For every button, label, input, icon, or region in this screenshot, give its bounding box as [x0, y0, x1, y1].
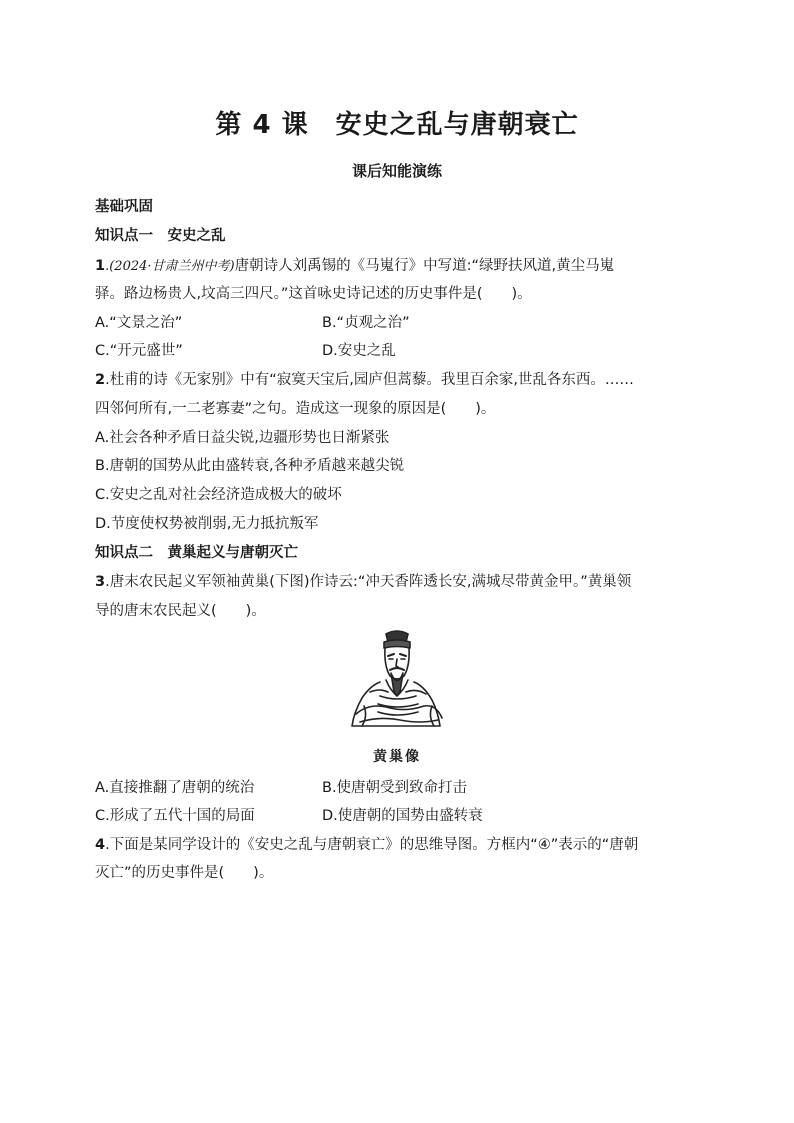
question-1-source: .(2024·甘肃兰州中考) — [105, 259, 235, 274]
question-2-number: 2 — [95, 372, 106, 388]
question-1-option-c: C.“开元盛世” — [95, 343, 183, 359]
question-2-line-1 — [95, 370, 634, 390]
lesson-title: 第 4 课 安史之乱与唐朝衰亡 — [215, 110, 579, 140]
question-2-option-c: C.安史之乱对社会经济造成极大的破坏 — [95, 487, 342, 503]
knowledge-point-2: 知识点二 黄巢起义与唐朝灭亡 — [95, 545, 298, 561]
question-2-option-d: D.节度使权势被削弱,无力抵抗叛军 — [95, 516, 319, 532]
question-3-option-c: C.形成了五代十国的局面 — [95, 808, 255, 824]
question-3-option-b: B.使唐朝受到致命打击 — [322, 780, 468, 796]
portrait-caption: 黄巢像 — [373, 749, 421, 765]
question-4-line-1 — [95, 835, 638, 855]
question-2-option-a: A.社会各种矛盾日益尖锐,边疆形势也日渐紧张 — [95, 430, 390, 446]
question-3-text-1: .唐末农民起义军领袖黄巢(下图)作诗云:“冲天香阵透长安,满城尽带黄金甲。”黄巢领 — [105, 574, 632, 590]
question-3-line-2: 导的唐末农民起义( )。 — [95, 603, 266, 619]
question-1-text-1: 唐朝诗人刘禹锡的《马嵬行》中写道:“绿野扶风道,黄尘马嵬 — [234, 258, 615, 274]
lesson-subtitle: 课后知能演练 — [351, 162, 442, 180]
question-3-line-1 — [95, 572, 631, 592]
question-1-option-d: D.安史之乱 — [322, 343, 396, 359]
question-3-option-a: A.直接推翻了唐朝的统治 — [95, 780, 255, 796]
question-3-number: 3 — [95, 574, 106, 590]
question-3-option-d: D.使唐朝的国势由盛转衰 — [322, 808, 483, 824]
question-4-line-2: 灭亡”的历史事件是( )。 — [95, 865, 274, 881]
knowledge-point-1: 知识点一 安史之乱 — [95, 228, 226, 244]
question-4-text-1: .下面是某同学设计的《安史之乱与唐朝衰亡》的思维导图。方框内“④”表示的“唐朝 — [105, 837, 639, 853]
huang-chao-portrait — [340, 626, 455, 741]
question-2-option-b: B.唐朝的国势从此由盛转衰,各种矛盾越来越尖锐 — [95, 458, 405, 474]
question-1-option-a: A.“文景之治” — [95, 315, 183, 331]
question-1-option-b: B.“贞观之治” — [322, 315, 410, 331]
question-1-line-2: 驿。路边杨贵人,坟高三四尺。”这首咏史诗记述的历史事件是( )。 — [95, 286, 532, 302]
section-heading: 基础巩固 — [95, 199, 153, 215]
question-2-line-2: 四邻何所有,一二老寡妻”之句。造成这一现象的原因是( )。 — [95, 401, 496, 417]
question-2-text-1: .杜甫的诗《无家别》中有“寂寞天宝后,园庐但蒿藜。我里百余家,世乱各东西。…… — [105, 372, 634, 388]
question-1-number: 1 — [95, 258, 106, 274]
question-4-number: 4 — [95, 837, 106, 853]
question-1-line-1 — [95, 256, 614, 277]
